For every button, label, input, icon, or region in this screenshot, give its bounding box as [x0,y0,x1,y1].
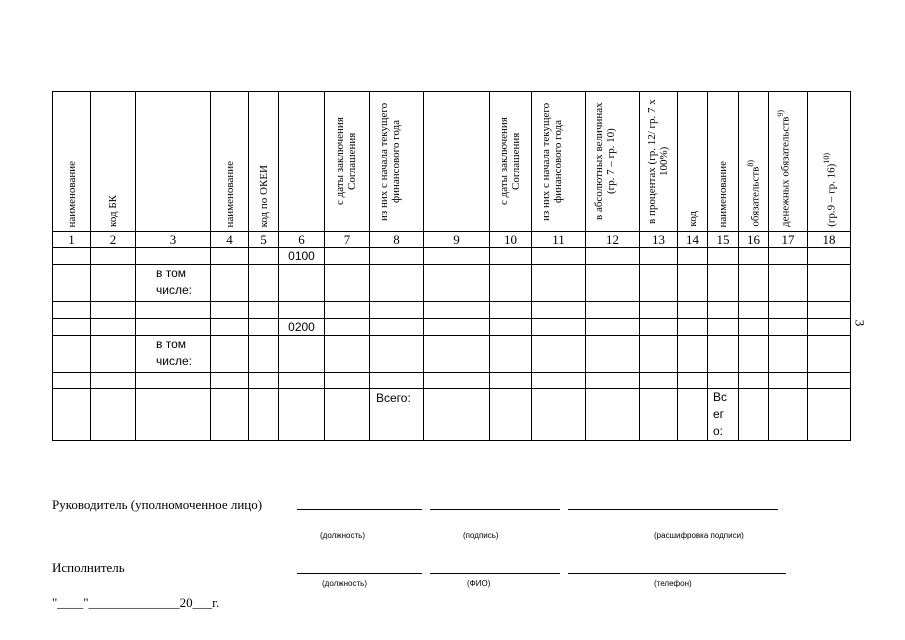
caption-signature: (подпись) [463,531,499,540]
col-number: 4 [211,232,249,248]
including-label: в том числе: [136,265,211,302]
col-number: 11 [532,232,586,248]
col-number: 7 [325,232,370,248]
header-cell-17: денежных обязательств$^{9)}$ [769,92,808,232]
table-row [53,248,851,265]
header-cell-18: (гр.9 – гр. 16)$^{10)}$ [808,92,851,232]
page-number: 3 [852,319,868,327]
col-number: 9 [424,232,490,248]
executor-phone-line [568,573,786,574]
executor-name-line [430,573,560,574]
head-signature-line [430,509,560,510]
col-number: 5 [249,232,279,248]
col-number: 18 [808,232,851,248]
col-number: 3 [136,232,211,248]
header-cell-8: из них с начала текущего финансового года [370,92,424,232]
table-row [53,265,851,302]
header-cell-9 [424,92,490,232]
column-number-row [53,232,851,248]
including-label: в том числе: [136,336,211,373]
header-cell-4: наименование [211,92,249,232]
col-number: 2 [91,232,136,248]
col-number: 12 [586,232,640,248]
header-cell-13: в процентах (гр. 12/ гр. 7 х 100%) [640,92,678,232]
total-label-col15: Всего: [708,389,739,441]
header-cell-11: из них с начала текущего финансового года [532,92,586,232]
col-number: 6 [279,232,325,248]
total-row [53,389,851,441]
table-row [53,336,851,373]
col-number: 13 [640,232,678,248]
col-number: 16 [739,232,769,248]
col-number: 10 [490,232,532,248]
col-number: 8 [370,232,424,248]
caption-position: (должность) [320,531,365,540]
executor-label: Исполнитель [52,560,125,575]
executor-position-line [297,573,422,574]
head-name-line [568,509,778,510]
table-row [53,319,851,336]
header-cell-1: наименование [53,92,91,232]
head-position-line [297,509,422,510]
header-cell-14: код [678,92,708,232]
caption-phone: (телефон) [654,579,692,588]
header-cell-2: код БК [91,92,136,232]
caption-fio: (ФИО) [467,579,491,588]
header-cell-6 [279,92,325,232]
row-code-0200: 0200 [279,319,325,336]
header-cell-5: код по ОКЕИ [249,92,279,232]
header-cell-16: обязательств$^{8)}$ [739,92,769,232]
header-row [53,92,851,232]
report-table [52,91,851,441]
header-cell-10: с даты заключения Соглашения [490,92,532,232]
header-cell-3 [136,92,211,232]
header-cell-12: в абсолютных величинах (гр. 7 – гр. 10) [586,92,640,232]
date-line: "____"______________20___г. [52,595,220,610]
col-number: 14 [678,232,708,248]
col-number: 15 [708,232,739,248]
header-cell-15: наименование [708,92,739,232]
table-row [53,302,851,319]
caption-name: (расшифровка подписи) [654,531,744,540]
table-row [53,373,851,389]
col-number: 1 [53,232,91,248]
total-label: Всего: [370,389,424,441]
head-label: Руководитель (уполномоченное лицо) [52,497,263,512]
caption-position: (должность) [322,579,367,588]
col-number: 17 [769,232,808,248]
header-cell-7: с даты заключения Соглашения [325,92,370,232]
row-code-0100: 0100 [279,248,325,265]
